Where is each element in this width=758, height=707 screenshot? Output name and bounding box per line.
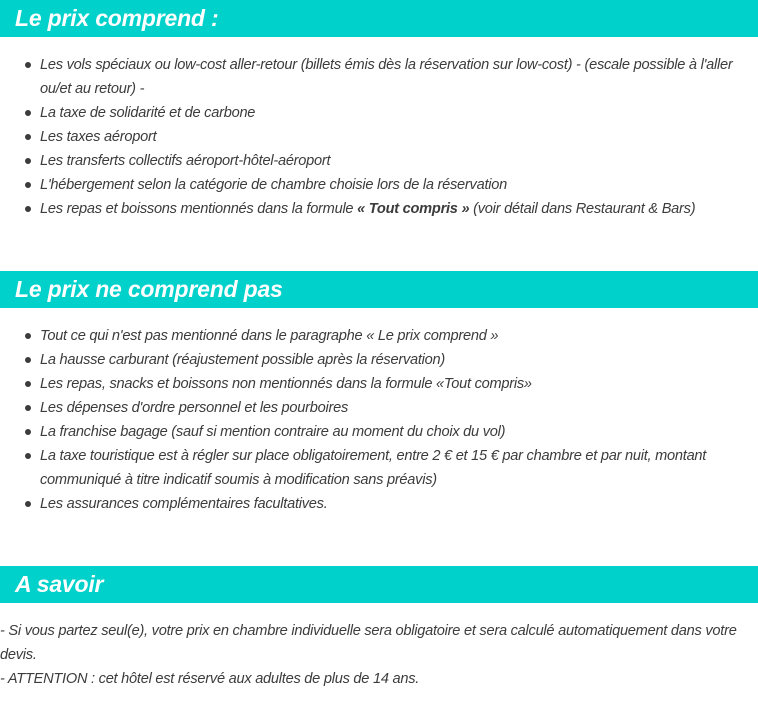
bullet-icon: [25, 62, 31, 68]
bullet-icon: [25, 501, 31, 507]
section-title: Le prix comprend :: [15, 5, 219, 31]
list-item: Les dépenses d'ordre personnel et les pourboires: [0, 396, 758, 420]
included-list: [0, 53, 758, 221]
bullet-icon: [25, 453, 31, 459]
list-item: La taxe touristique est à régler sur place obligatoirement, entre 2 € et 15 € par chambre et par nuit, montant communiqué à titre indicatif soumis à modification sans préavis): [0, 444, 758, 492]
note-adults-only: - ATTENTION : cet hôtel est réservé aux adultes de plus de 14 ans.: [0, 671, 420, 687]
list-item: Les assurances complémentaires facultatives.: [0, 492, 758, 516]
list-item: Les repas et boissons mentionnés dans la formule « Tout compris » (voir détail dans Restaurant & Bars): [0, 197, 758, 221]
all-inclusive-emphasis: « Tout compris »: [357, 201, 470, 217]
bullet-icon: [25, 333, 31, 339]
list-item: La taxe de solidarité et de carbone: [0, 101, 758, 125]
bullet-icon: [25, 357, 31, 363]
note-single-room: - Si vous partez seul(e), votre prix en chambre individuelle sera obligatoire et sera calculé automatiquement dans votre devis.: [0, 623, 737, 663]
list-item: Les repas, snacks et boissons non mentionnés dans la formule «Tout compris»: [0, 372, 758, 396]
section-heading-not-included: [0, 271, 758, 308]
list-item: Les taxes aéroport: [0, 125, 758, 149]
bullet-icon: [25, 134, 31, 140]
bullet-icon: [25, 405, 31, 411]
list-item: Les vols spéciaux ou low-cost aller-retour (billets émis dès la réservation sur low-cost) - (escale possible à l'aller ou/et au retour) -: [0, 53, 758, 101]
bullet-icon: [25, 381, 31, 387]
list-item: Les transferts collectifs aéroport-hôtel-aéroport: [0, 149, 758, 173]
bullet-icon: [25, 182, 31, 188]
section-heading-included: [0, 0, 758, 37]
section-title: A savoir: [15, 571, 104, 597]
section-title: Le prix ne comprend pas: [15, 276, 283, 302]
list-item: La hausse carburant (réajustement possible après la réservation): [0, 348, 758, 372]
bullet-icon: [25, 158, 31, 164]
bullet-icon: [25, 206, 31, 212]
list-item: L'hébergement selon la catégorie de chambre choisie lors de la réservation: [0, 173, 758, 197]
list-item: La franchise bagage (sauf si mention contraire au moment du choix du vol): [0, 420, 758, 444]
good-to-know-notes: [0, 619, 758, 691]
not-included-list: [0, 324, 758, 516]
section-heading-good-to-know: [0, 566, 758, 603]
list-item: Tout ce qui n'est pas mentionné dans le paragraphe « Le prix comprend »: [0, 324, 758, 348]
bullet-icon: [25, 429, 31, 435]
bullet-icon: [25, 110, 31, 116]
